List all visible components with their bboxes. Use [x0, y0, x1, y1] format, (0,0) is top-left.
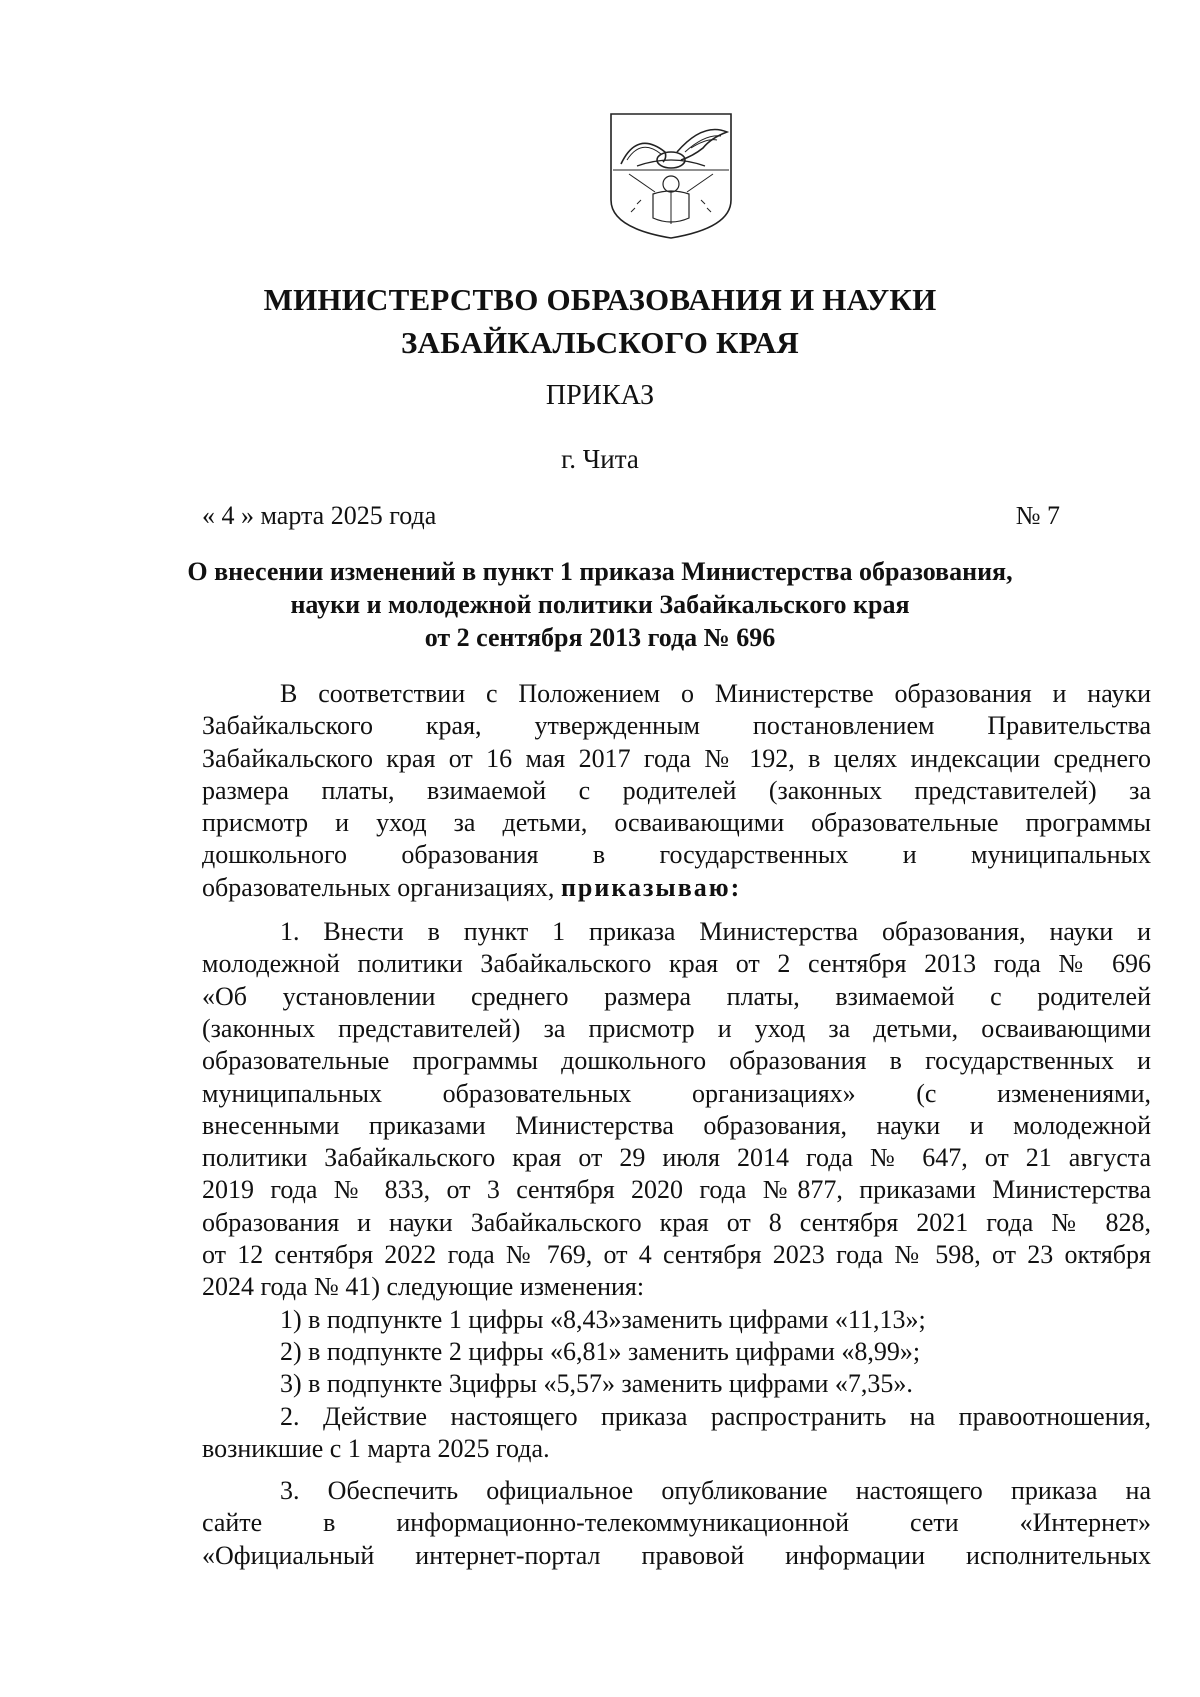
subject-line-1: О внесении изменений в пункт 1 приказа Министерства образования, — [187, 557, 1013, 586]
preamble-last-text: образовательных организациях, — [202, 872, 555, 902]
item2-last-line: возникшие с 1 марта 2025 года. — [202, 1433, 550, 1463]
preamble-line: дошкольного образования в государственных и муниципальных — [202, 840, 1151, 870]
document-number: № 7 — [1015, 501, 1060, 530]
item1-line: от 12 сентября 2022 года № 769, от 4 сентября 2023 года № 598, от 23 октября — [202, 1240, 1151, 1270]
preamble-last-line — [202, 872, 1151, 904]
item1-line: (законных представителей) за присмотр и уход за детьми, осваивающими — [202, 1013, 1151, 1043]
preamble-line: размера платы, взимаемой с родителей (законных представителей) за — [202, 775, 1151, 805]
ministry-name — [0, 278, 1200, 364]
item3-line: «Официальный интернет-портал правовой информации исполнительных — [202, 1540, 1151, 1570]
item1-line: образования и науки Забайкальского края от 8 сентября 2021 года № 828, — [202, 1207, 1151, 1237]
ministry-line-1: МИНИСТЕРСТВО ОБРАЗОВАНИЯ И НАУКИ — [263, 282, 937, 317]
item1-last-line: 2024 года № 41) следующие изменения: — [202, 1272, 645, 1302]
subject-line-2: науки и молодежной политики Забайкальского края — [290, 590, 910, 619]
item3-line: 3. Обеспечить официальное опубликование настоящего приказа на — [280, 1476, 1151, 1506]
document-date: « 4 » марта 2025 года — [202, 501, 437, 530]
item2-line: 2. Действие настоящего приказа распространить на правоотношения, — [280, 1401, 1151, 1431]
subitem-2: 2) в подпункте 2 цифры «6,81» заменить цифрами «8,99»; — [280, 1336, 921, 1366]
preamble-line: В соответствии с Положением о Министерстве образования и науки — [280, 679, 1151, 708]
item1-line: внесенными приказами Министерства образования, науки и молодежной — [202, 1110, 1151, 1140]
subject-line-3: от 2 сентября 2013 года № 696 — [424, 623, 776, 652]
coat-of-arms-emblem — [607, 108, 735, 240]
item1-line: политики Забайкальского края от 29 июля 2014 года № 647, от 21 августа — [202, 1143, 1151, 1173]
city: г. Чита — [561, 444, 639, 474]
preamble-line: Забайкальского края от 16 мая 2017 года № 192, в целях индексации среднего — [202, 743, 1151, 773]
item3-line: сайте в информационно-телекоммуникационной сети «Интернет» — [202, 1508, 1151, 1538]
item1-line: 2019 года № 833, от 3 сентября 2020 года №877, приказами Министерства — [202, 1175, 1151, 1205]
subitem-1: 1) в подпункте 1 цифры «8,43»заменить цифрами «11,13»; — [280, 1304, 926, 1334]
date-number-line — [202, 500, 1060, 532]
ministry-line-2: ЗАБАЙКАЛЬСКОГО КРАЯ — [400, 325, 800, 360]
document-subject — [0, 555, 1200, 654]
document-body — [202, 678, 1151, 1572]
preamble-line: Забайкальского края, утвержденным постановлением Правительства — [202, 711, 1151, 741]
order-keyword: приказываю: — [560, 872, 742, 902]
subitem-3: 3) в подпункте 3цифры «5,57» заменить цифрами «7,35». — [280, 1369, 913, 1399]
document-type: ПРИКАЗ — [545, 380, 655, 411]
item1-line: молодежной политики Забайкальского края от 2 сентября 2013 года № 696 — [202, 949, 1151, 979]
item1-line: образовательные программы дошкольного образования в государственных и — [202, 1046, 1151, 1076]
item1-line: «Об установлении среднего размера платы, взимаемой с родителей — [202, 981, 1151, 1011]
item1-line: 1. Внести в пункт 1 приказа Министерства образования, науки и — [280, 917, 1151, 947]
preamble-line: присмотр и уход за детьми, осваивающими образовательные программы — [202, 808, 1151, 838]
item1-line: муниципальных образовательных организациях» (с изменениями, — [202, 1078, 1151, 1108]
